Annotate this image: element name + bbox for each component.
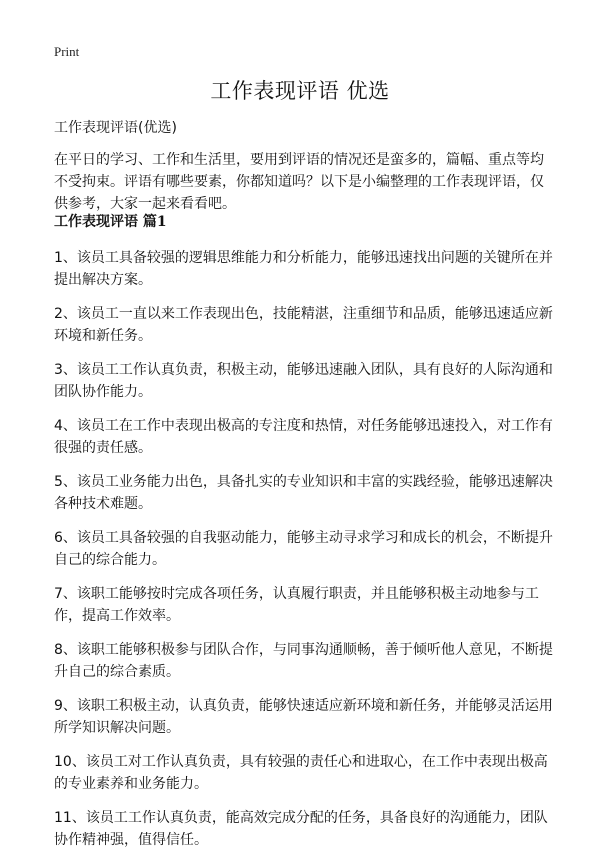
list-item: 11、该员工工作认真负责，能高效完成分配的任务，具备良好的沟通能力，团队协作精神强，值得信任。 [54, 810, 548, 848]
list-item: 4、该员工在工作中表现出极高的专注度和热情，对任务能够迅速投入，对工作有很强的责任感。 [54, 418, 553, 456]
intro-paragraph: 在平日的学习、工作和生活里，要用到评语的情况还是蛮多的，篇幅、重点等均不受拘束。评语有哪些要素，你都知道吗？以下是小编整理的工作表现评语，仅供参考，大家一起来看看吧。 [54, 152, 544, 212]
list-item: 3、该员工工作认真负责，积极主动，能够迅速融入团队，具有良好的人际沟通和团队协作能力。 [54, 362, 553, 400]
list-item: 9、该职工积极主动，认真负责，能够快速适应新环境和新任务，并能够灵活运用所学知识解决问题。 [54, 698, 553, 736]
list-item: 5、该员工业务能力出色，具备扎实的专业知识和丰富的实践经验，能够迅速解决各种技术难题。 [54, 474, 553, 512]
list-item: 8、该职工能够积极参与团队合作，与同事沟通顺畅，善于倾听他人意见，不断提升自己的综合素质。 [54, 642, 553, 680]
page-title: 工作表现评语 优选 [210, 79, 390, 103]
print-link[interactable]: Print [54, 44, 80, 59]
document-subtitle: 工作表现评语(优选) [54, 120, 177, 136]
list-item: 6、该员工具备较强的自我驱动能力，能够主动寻求学习和成长的机会，不断提升自己的综合能力。 [54, 530, 553, 568]
list-item: 1、该员工具备较强的逻辑思维能力和分析能力，能够迅速找出问题的关键所在并提出解决方案。 [54, 250, 553, 288]
section-heading: 工作表现评语 篇1 [54, 214, 167, 230]
list-item: 7、该职工能够按时完成各项任务，认真履行职责，并且能够积极主动地参与工作，提高工作效率。 [54, 586, 539, 624]
evaluation-list [54, 247, 554, 863]
list-item: 2、该员工一直以来工作表现出色，技能精湛，注重细节和品质，能够迅速适应新环境和新任务。 [54, 306, 553, 344]
list-item: 10、该员工对工作认真负责，具有较强的责任心和进取心，在工作中表现出极高的专业素养和业务能力。 [54, 754, 548, 792]
